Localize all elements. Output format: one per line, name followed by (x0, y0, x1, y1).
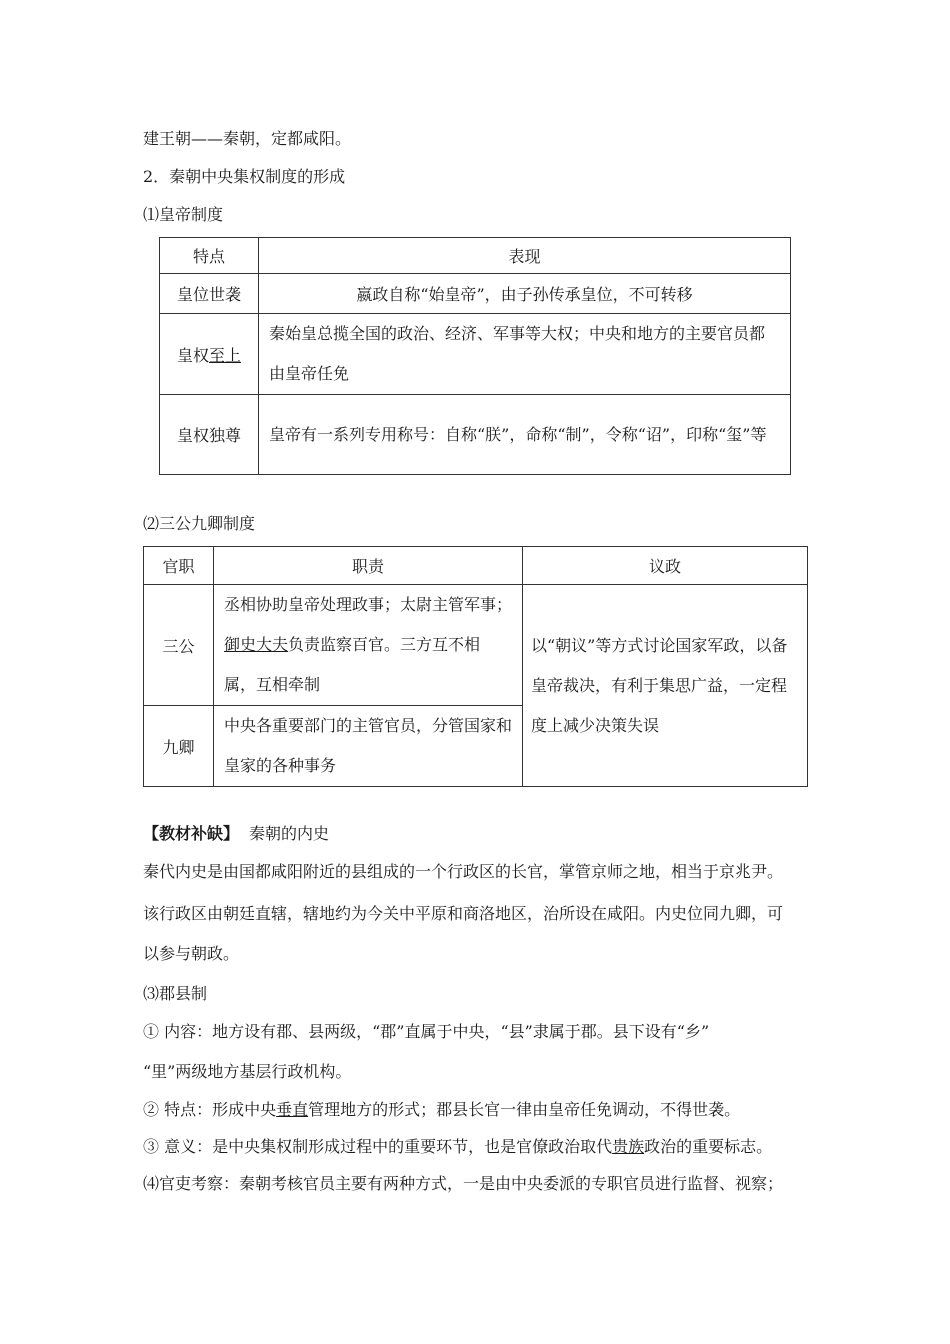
supplement-tag: 【教材补缺】 (143, 824, 240, 843)
table2-duty: 丞相协助皇帝处理政事；太尉主管军事；御史大夫负责监察百官。三方互不相属，互相牵制 (214, 585, 523, 706)
point1-line1: ① 内容：地方设有郡、县两级，“郡”直属于中央，“县”隶属于郡。县下设有“乡” (143, 1022, 710, 1041)
table2-discussion: 以“朝议”等方式讨论国家军政，以备皇帝裁决，有利于集思广益，一定程度上减少决策失误 (523, 585, 808, 787)
table1-desc: 皇帝有一系列专用称号：自称“朕”，命称“制”，令称“诏”，印称“玺”等 (259, 395, 791, 475)
point2-line: ② 特点：形成中央垂直管理地方的形式；郡县长官一律由皇帝任免调动，不得世袭。 (143, 1100, 741, 1119)
table1-feature: 皇权至上 (160, 314, 259, 395)
table1-header-feature: 特点 (160, 238, 259, 274)
intro-line: 建王朝——秦朝，定都咸阳。 (143, 129, 352, 148)
three-ministers-table (143, 546, 808, 787)
table2-header-duty: 职责 (214, 547, 523, 585)
sub2-title: ⑵三公九卿制度 (143, 514, 256, 533)
table2-header-discussion: 议政 (523, 547, 808, 585)
section2-title: 2．秦朝中央集权制度的形成 (143, 167, 346, 186)
table1-feature: 皇位世袭 (160, 274, 259, 314)
table1-header-desc: 表现 (259, 238, 791, 274)
emperor-system-table (159, 237, 791, 475)
supplement-heading (143, 823, 329, 845)
table-row (160, 274, 791, 314)
table-row (160, 314, 791, 395)
table-row (160, 395, 791, 475)
supplement-line: 秦代内史是由国都咸阳附近的县组成的一个行政区的长官，掌管京师之地，相当于京兆尹。 (143, 862, 784, 881)
supplement-title: 秦朝的内史 (249, 824, 330, 843)
point3-line: ③ 意义：是中央集权制形成过程中的重要环节，也是官僚政治取代贵族政治的重要标志。 (143, 1137, 773, 1156)
point1-line2: “里”两级地方基层行政机构。 (143, 1062, 352, 1081)
supplement-line: 以参与朝政。 (143, 944, 240, 963)
sub4-line: ⑷官吏考察：秦朝考核官员主要有两种方式，一是由中央委派的专职官员进行监督、视察； (143, 1174, 784, 1193)
table2-office: 三公 (144, 585, 214, 706)
supplement-line: 该行政区由朝廷直辖，辖地约为今关中平原和商洛地区，治所设在咸阳。内史位同九卿，可 (143, 904, 784, 923)
table1-desc: 秦始皇总揽全国的政治、经济、军事等大权；中央和地方的主要官员都由皇帝任免 (259, 314, 791, 395)
table2-duty: 中央各重要部门的主管官员，分管国家和皇家的各种事务 (214, 706, 523, 787)
table2-header-office: 官职 (144, 547, 214, 585)
sub1-title: ⑴皇帝制度 (143, 205, 224, 224)
table1-feature: 皇权独尊 (160, 395, 259, 475)
table-row (144, 585, 808, 706)
sub3-title: ⑶郡县制 (143, 984, 208, 1003)
table2-office: 九卿 (144, 706, 214, 787)
table1-desc: 嬴政自称“始皇帝”，由子孙传承皇位，不可转移 (259, 274, 791, 314)
